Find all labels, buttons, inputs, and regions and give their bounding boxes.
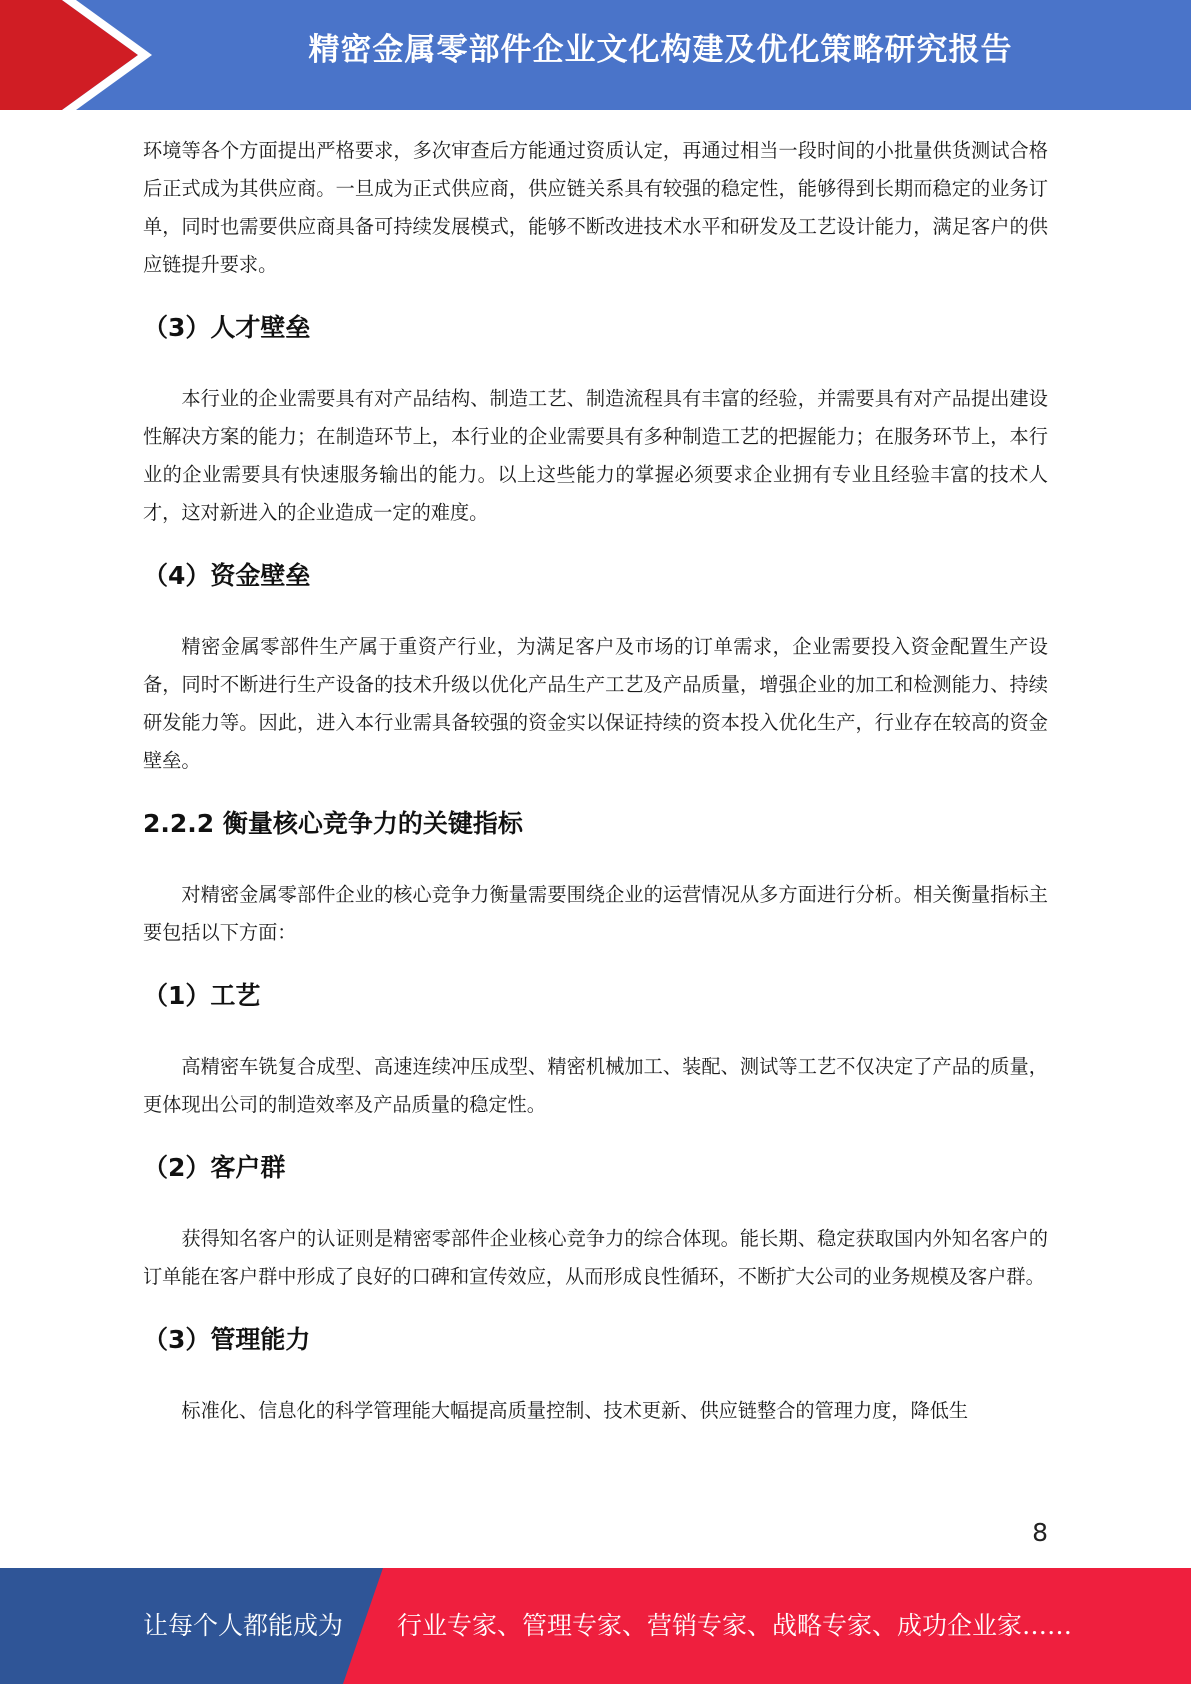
heading-craft: （1）工艺: [143, 981, 261, 1010]
paragraph-talent-barrier: 本行业的企业需要具有对产品结构、制造工艺、制造流程具有丰富的经验，并需要具有对产品提出建设性解决方案的能力；在制造环节上，本行业的企业需要具有多种制造工艺的把握能力；在服务环节上，本行业的企业需要具有快速服务输出的能力。以上这些能力的掌握必须要求企业拥有专业且经验丰富的技术人才，这对新进入的企业造成一定的难度。: [143, 387, 1048, 524]
paragraph-customer-group: 获得知名客户的认证则是精密零部件企业核心竞争力的综合体现。能长期、稳定获取国内外知名客户的订单能在客户群中形成了良好的口碑和宣传效应，从而形成良性循环，不断扩大公司的业务规模及客户群。: [143, 1227, 1048, 1288]
paragraph-core-competitiveness: 对精密金属零部件企业的核心竞争力衡量需要围绕企业的运营情况从多方面进行分析。相关衡量指标主要包括以下方面：: [143, 883, 1048, 944]
paragraph-capital-barrier: 精密金属零部件生产属于重资产行业，为满足客户及市场的订单需求，企业需要投入资金配置生产设备，同时不断进行生产设备的技术升级以优化产品生产工艺及产品质量，增强企业的加工和检测能力、持续研发能力等。因此，进入本行业需具备较强的资金实以保证持续的资本投入优化生产，行业存在较高的资金壁垒。: [143, 635, 1048, 772]
page-body: [143, 132, 1048, 1430]
document-title: 精密金属零部件企业文化构建及优化策略研究报告: [308, 32, 1013, 68]
paragraph-supplier: 环境等各个方面提出严格要求，多次审查后方能通过资质认定，再通过相当一段时间的小批量供货测试合格后正式成为其供应商。一旦成为正式供应商，供应链关系具有较强的稳定性，能够得到长期而稳定的业务订单，同时也需要供应商具备可持续发展模式，能够不断改进技术水平和研发及工艺设计能力，满足客户的供应链提升要求。: [143, 139, 1048, 276]
header-chevron-decoration: [0, 0, 160, 110]
section-heading-2-2-2: 2.2.2 衡量核心竞争力的关键指标: [143, 809, 523, 838]
paragraph-craft: 高精密车铣复合成型、高速连续冲压成型、精密机械加工、装配、测试等工艺不仅决定了产品的质量，更体现出公司的制造效率及产品质量的稳定性。: [143, 1055, 1048, 1116]
heading-customer-group: （2）客户群: [143, 1153, 286, 1182]
page-header: [0, 0, 1191, 110]
heading-talent-barrier: （3）人才壁垒: [143, 313, 311, 342]
heading-capital-barrier: （4）资金壁垒: [143, 561, 311, 590]
heading-management: （3）管理能力: [143, 1325, 311, 1354]
page-number: 8: [1032, 1518, 1048, 1547]
footer-slogan-right: 行业专家、管理专家、营销专家、战略专家、成功企业家……: [397, 1611, 1073, 1640]
page-footer: [0, 1568, 1191, 1684]
footer-slogan-left: 让每个人都能成为: [143, 1611, 344, 1640]
paragraph-management: 标准化、信息化的科学管理能大幅提高质量控制、技术更新、供应链整合的管理力度，降低生: [181, 1399, 969, 1422]
